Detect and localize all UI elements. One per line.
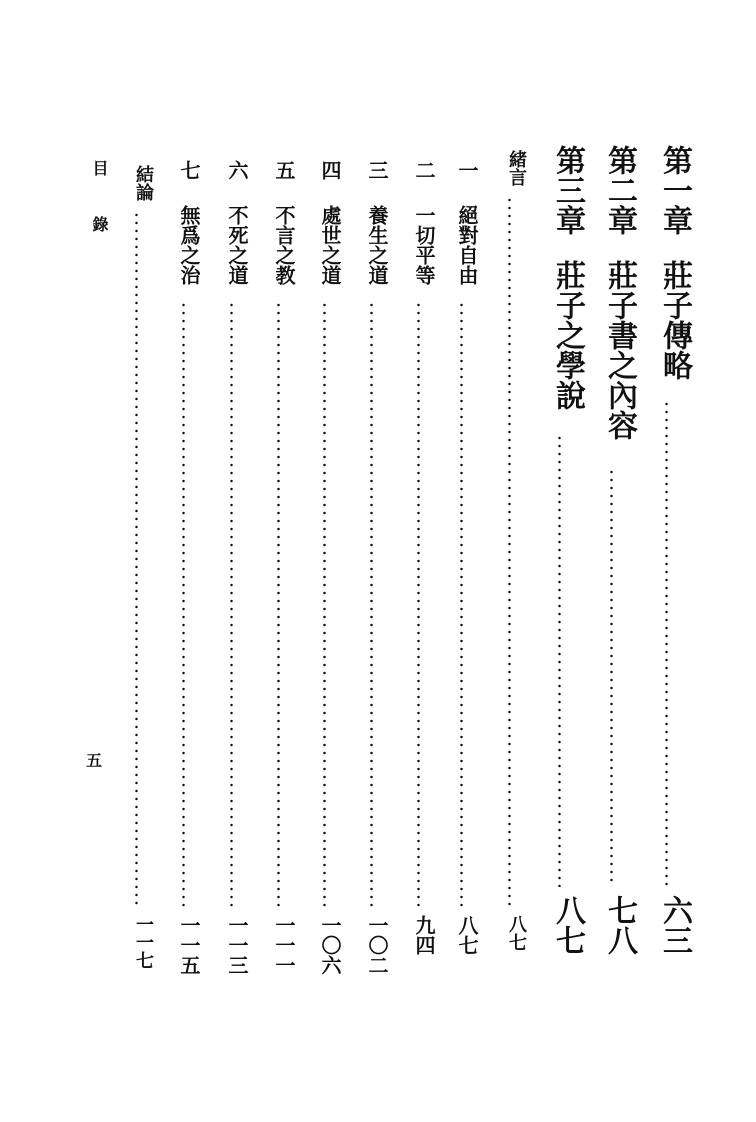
toc-entry-number: 一 [455, 160, 479, 180]
toc-entry-title: 莊子傳略 [657, 260, 692, 380]
dot-leader [230, 301, 233, 907]
toc-entry-page: 七八 [602, 895, 637, 955]
toc-entry-page: 一一七 [133, 915, 154, 969]
toc-entry-title: 無爲之治 [177, 205, 201, 285]
dot-leader [417, 301, 420, 907]
dot-leader [182, 301, 185, 907]
toc-entry-title: 莊子之學說 [550, 260, 585, 410]
dot-leader [610, 468, 613, 887]
toc-entry-title: 一切平等 [412, 205, 436, 285]
toc-entry-page: 九四 [412, 915, 436, 955]
toc-entry[interactable] [262, 0, 294, 1000]
toc-entry-number: 三 [365, 160, 389, 180]
toc-entry-title: 不言之教 [272, 205, 296, 285]
toc-entry-title: 不死之道 [225, 205, 249, 285]
toc-entry[interactable] [120, 0, 152, 1000]
toc-entry[interactable] [493, 0, 525, 1000]
toc-entry-number: 第一章 [657, 145, 692, 235]
toc-entry-title: 絕對自由 [455, 205, 479, 285]
toc-entry-page: 一〇二 [365, 915, 389, 975]
dot-leader [558, 434, 561, 887]
dot-leader [323, 301, 326, 907]
dot-leader [665, 400, 668, 887]
toc-entry[interactable] [402, 0, 434, 1000]
toc-entry-title: 緒言 [506, 150, 527, 186]
dot-leader [508, 196, 511, 907]
toc-entry-page: 八七 [550, 895, 585, 955]
toc-entry-title: 養生之道 [365, 205, 389, 285]
dot-leader [370, 301, 373, 907]
toc-entry-number: 第三章 [550, 145, 585, 235]
toc-entry-page: 一一三 [225, 915, 249, 975]
toc-entry-title: 結論 [133, 165, 154, 201]
toc-entry-page: 八七 [506, 915, 527, 951]
dot-leader [277, 301, 280, 907]
toc-entry[interactable] [536, 0, 585, 1000]
toc-entry-number: 六 [225, 160, 249, 180]
toc-entry-page: 一一五 [177, 915, 201, 975]
toc-entry-number: 五 [272, 160, 296, 180]
running-header: 目錄 [90, 160, 109, 272]
dot-leader [135, 211, 138, 907]
toc-entry-page: 一〇六 [318, 915, 342, 975]
toc-entry[interactable] [445, 0, 477, 1000]
toc-entry[interactable] [167, 0, 199, 1000]
toc-entry[interactable] [308, 0, 340, 1000]
toc-entry-number: 第二章 [602, 145, 637, 235]
toc-entry-page: 六三 [657, 895, 692, 955]
toc-entry-title: 處世之道 [318, 205, 342, 285]
toc-entry-title: 莊子書之內容 [602, 260, 637, 440]
dot-leader [460, 301, 463, 907]
toc-entry-number: 四 [318, 160, 342, 180]
toc-entry-page: 一一一 [272, 915, 296, 975]
toc-entry-number: 七 [177, 160, 201, 180]
toc-entry[interactable] [588, 0, 637, 1000]
toc-entry[interactable] [643, 0, 692, 1000]
toc-entry-page: 八七 [455, 915, 479, 955]
toc-entry[interactable] [215, 0, 247, 1000]
toc-entry-number: 二 [412, 160, 436, 180]
page-folio: 五 [86, 751, 103, 770]
toc-entry[interactable] [355, 0, 387, 1000]
